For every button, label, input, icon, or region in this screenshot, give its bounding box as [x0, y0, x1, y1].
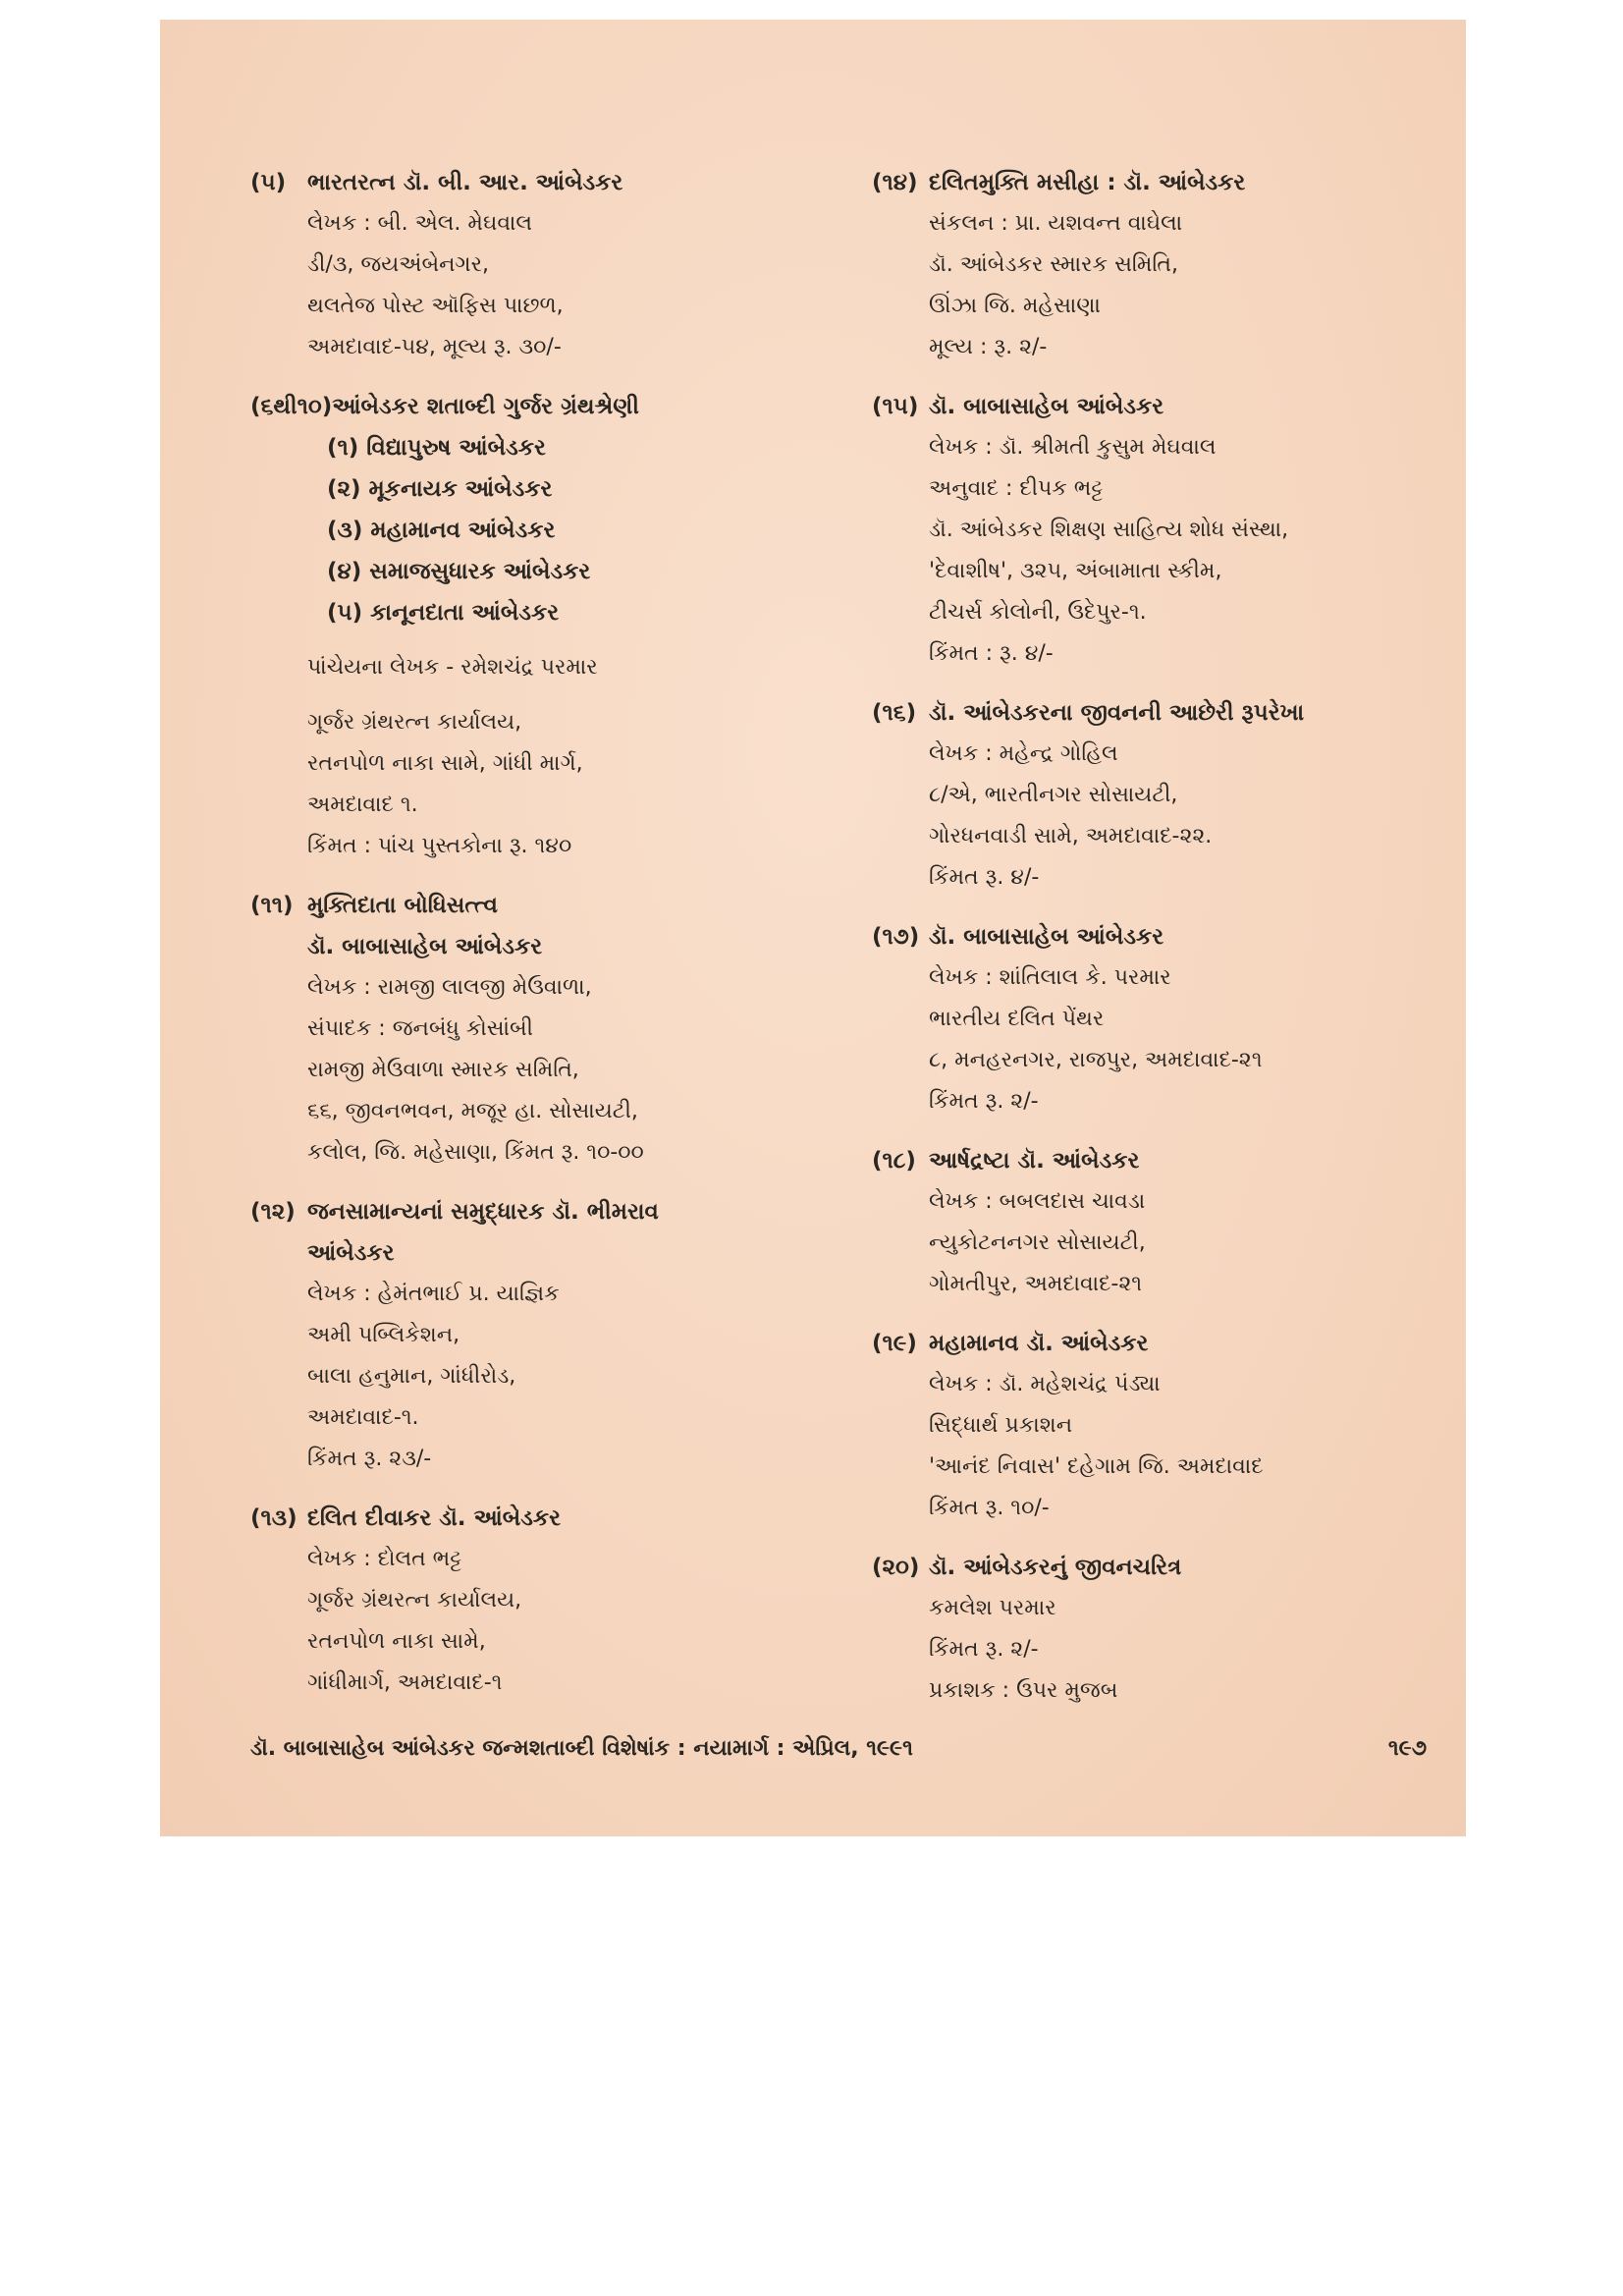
entry-title [872, 1140, 1441, 1181]
entry-detail: બાલા હનુમાન, ગાંધીરોડ, [307, 1364, 516, 1389]
left-column [250, 162, 800, 1722]
book-entry [872, 916, 1441, 1122]
entry-number: (૧૩) [250, 1505, 298, 1531]
entry-title-text: ડૉ. બાબાસાહેબ આંબેડકર [307, 934, 543, 959]
entry-detail: કલોલ, જિ. મહેસાણા, કિંમત રૂ. ૧૦-૦૦ [307, 1140, 644, 1165]
entry-title-text: ડૉ. આંબેડકરના જીવનની આછેરી રૂપરેખા [929, 700, 1305, 726]
entry-detail: લેખક : બબલદાસ ચાવડા [929, 1189, 1146, 1214]
entry-number: (૧૭) [872, 924, 920, 950]
book-entry [250, 162, 800, 368]
entry-detail: લેખક : રામજી લાલજી મેઉવાળા, [307, 975, 592, 1000]
entry-detail: કિંમત રૂ. ૨૩/- [307, 1447, 432, 1471]
series-item: (૫) કાનૂનદાતા આંબેડકર [327, 600, 560, 626]
footer-text: ડૉ. બાબાસાહેબ આંબેડકર જન્મશતાબ્દી વિશેષાંક : નયામાર્ગ : એપ્રિલ, ૧૯૯૧ [250, 1736, 913, 1761]
entry-title [250, 162, 800, 203]
entry-detail: ડૉ. આંબેડકર સ્મારક સમિતિ, [929, 252, 1178, 277]
entry-detail: અનુવાદ : દીપક ભટ્ટ [929, 476, 1104, 501]
entry-detail: 'દેવાશીષ', ૩૨૫, અંબામાતા સ્કીમ, [929, 559, 1222, 583]
entry-number: (૧૯) [872, 1331, 917, 1356]
entry-detail: કિંમત રૂ. ૨/- [929, 1089, 1039, 1114]
entry-detail: ભારતીય દલિત પેંથર [929, 1007, 1105, 1031]
entry-detail: લેખક : મહેન્દ્ર ગોહિલ [929, 741, 1118, 766]
entry-detail: ગાંધીમાર્ગ, અમદાવાદ-૧ [307, 1670, 503, 1695]
entry-detail: સંપાદક : જનબંધુ કોસાંબી [307, 1016, 533, 1041]
entry-number: (૨૦) [872, 1555, 920, 1580]
entry-title-text: મુક્તિદાતા બોધિસત્ત્વ [307, 893, 498, 918]
entry-title [872, 1547, 1441, 1588]
page-footer [250, 1733, 1427, 1765]
series-item: (૧) વિદ્યાપુરુષ આંબેડકર [327, 435, 546, 461]
book-entry [250, 1498, 800, 1704]
entry-detail: ઊંઝા જિ. મહેસાણા [929, 294, 1101, 318]
entry-detail: અમદાવાદ-૫૪, મૂલ્ય રૂ. ૩૦/- [307, 335, 562, 359]
entry-detail: અમી પબ્લિકેશન, [307, 1323, 460, 1347]
entry-detail: અમદાવાદ-૧. [307, 1405, 419, 1430]
entry-detail: સિદ્ધાર્થ પ્રકાશન [929, 1413, 1073, 1438]
entry-detail: રતનપોળ નાકા સામે, ગાંધી માર્ગ, [307, 751, 583, 776]
entry-detail: ન્યુકોટનનગર સોસાયટી, [929, 1230, 1146, 1255]
entry-number: (૧૧) [250, 893, 294, 918]
entry-detail: 'આનંદ નિવાસ' દહેગામ જિ. અમદાવાદ [929, 1454, 1264, 1479]
entry-detail: ગોરધનવાડી સામે, અમદાવાદ-૨૨. [929, 824, 1213, 848]
right-column [872, 162, 1441, 1729]
entry-detail: ગૂર્જર ગ્રંથરત્ન કાર્યાલય, [307, 710, 522, 735]
entry-detail: કિંમત રૂ. ૧૦/- [929, 1496, 1050, 1520]
book-entry [872, 1323, 1441, 1529]
entry-detail: ૮/એ, ભારતીનગર સોસાયટી, [929, 783, 1178, 807]
entry-detail: પ્રકાશક : ઉપર મુજબ [929, 1678, 1118, 1703]
entry-detail: ૮, મનહરનગર, રાજપુર, અમદાવાદ-૨૧ [929, 1048, 1263, 1072]
entry-title [872, 916, 1441, 957]
entry-number: (૧૬) [872, 700, 917, 726]
book-entry [250, 1191, 800, 1480]
entry-detail: કિંમત રૂ. ૨/- [929, 1637, 1039, 1662]
entry-title-text: ડૉ. બાબાસાહેબ આંબેડકર [929, 394, 1164, 419]
entry-title-text: દલિત દીવાકર ડૉ. આંબેડકર [307, 1505, 562, 1531]
entry-detail: રતનપોળ નાકા સામે, [307, 1629, 486, 1654]
entry-title-text: આંબેડકર [307, 1240, 395, 1266]
entry-title [250, 386, 800, 427]
entry-number: (૬થી૧૦) [250, 394, 333, 419]
entry-number: (૧૨) [250, 1199, 296, 1225]
document-page [160, 20, 1466, 1836]
series-item: (૪) સમાજસુધારક આંબેડકર [327, 559, 591, 584]
entry-title [250, 1232, 800, 1274]
book-entry [250, 386, 800, 867]
entry-title [250, 1191, 800, 1232]
entry-detail: પાંચેયના લેખક - રમેશચંદ્ર પરમાર [307, 655, 598, 680]
entry-title-text: મહામાનવ ડૉ. આંબેડકર [929, 1331, 1149, 1356]
page-number: ૧૯૭ [1387, 1736, 1427, 1761]
entry-title-text: આર્ષદ્રષ્ટા ડૉ. આંબેડકર [929, 1148, 1140, 1174]
entry-number: (૧૫) [872, 394, 919, 419]
entry-title [250, 885, 800, 926]
entry-detail: લેખક : શાંતિલાલ કે. પરમાર [929, 965, 1171, 990]
entry-detail: સંકલન : પ્રા. યશવન્ત વાઘેલા [929, 211, 1183, 236]
entry-detail: કિંમત રૂ. ૪/- [929, 865, 1040, 890]
book-entry [872, 162, 1441, 368]
entry-title-text: આંબેડકર શતાબ્દી ગુર્જર ગ્રંથશ્રેણી [332, 394, 639, 419]
entry-detail: કમલેશ પરમાર [929, 1596, 1056, 1620]
entry-detail: લેખક : દોલત ભટ્ટ [307, 1547, 462, 1571]
entry-title-text: ભારતરત્ન ડૉ. બી. આર. આંબેડકર [307, 170, 623, 195]
entry-detail: લેખક : ડૉ. શ્રીમતી કુસુમ મેઘવાલ [929, 435, 1217, 460]
entry-detail: મૂલ્ય : રૂ. ૨/- [929, 335, 1048, 359]
entry-detail: લેખક : ડૉ. મહેશચંદ્ર પંડ્યા [929, 1372, 1161, 1396]
entry-number: (૫) [250, 170, 287, 195]
book-entry [872, 1140, 1441, 1305]
entry-detail: ગૂર્જર ગ્રંથરત્ન કાર્યાલય, [307, 1588, 522, 1613]
entry-title-text: ડૉ. આંબેડકરનું જીવનચરિત્ર [929, 1555, 1182, 1580]
entry-detail: લેખક : બી. એલ. મેઘવાલ [307, 211, 533, 236]
entry-title [872, 692, 1441, 734]
entry-detail: કિંમત : પાંચ પુસ્તકોના રૂ. ૧૪૦ [307, 834, 572, 858]
entry-title [872, 162, 1441, 203]
entry-detail: ટીચર્સ કોલોની, ઉદેપુર-૧. [929, 600, 1147, 625]
entry-detail: ડૉ. આંબેડકર શિક્ષણ સાહિત્ય શોધ સંસ્થા, [929, 518, 1289, 542]
entry-detail: લેખક : હેમંતભાઈ પ્ર. યાજ્ઞિક [307, 1282, 560, 1306]
book-entry [872, 692, 1441, 899]
entry-detail: ગોમતીપુર, અમદાવાદ-૨૧ [929, 1272, 1143, 1296]
entry-detail: અમદાવાદ ૧. [307, 793, 418, 817]
entry-title-text: જનસામાન્યનાં સમુદ્ધારક ડૉ. ભીમરાવ [307, 1199, 659, 1225]
entry-title [250, 1498, 800, 1539]
entry-number: (૧૪) [872, 170, 918, 195]
series-item: (૩) મહામાનવ આંબેડકર [327, 518, 556, 543]
series-item: (૨) મૂકનાયક આંબેડકર [327, 476, 553, 502]
entry-title-text: ડૉ. બાબાસાહેબ આંબેડકર [929, 924, 1164, 950]
book-entry [872, 1547, 1441, 1712]
book-entry [872, 386, 1441, 675]
entry-title [872, 1323, 1441, 1364]
book-entry [250, 885, 800, 1174]
entry-number: (૧૮) [872, 1148, 916, 1174]
entry-detail: ડી/૩, જયઅંબેનગર, [307, 252, 489, 277]
entry-detail: થલતેજ પોસ્ટ ઑફિસ પાછળ, [307, 294, 564, 318]
entry-detail: ૬૬, જીવનભવન, મજૂર હા. સોસાયટી, [307, 1099, 638, 1123]
entry-detail: કિંમત : રૂ. ૪/- [929, 641, 1054, 666]
entry-title-text: દલિતમુક્તિ મસીહા : ડૉ. આંબેડકર [929, 170, 1246, 195]
entry-title [250, 926, 800, 967]
entry-detail: રામજી મેઉવાળા સ્મારક સમિતિ, [307, 1058, 579, 1082]
entry-title [872, 386, 1441, 427]
